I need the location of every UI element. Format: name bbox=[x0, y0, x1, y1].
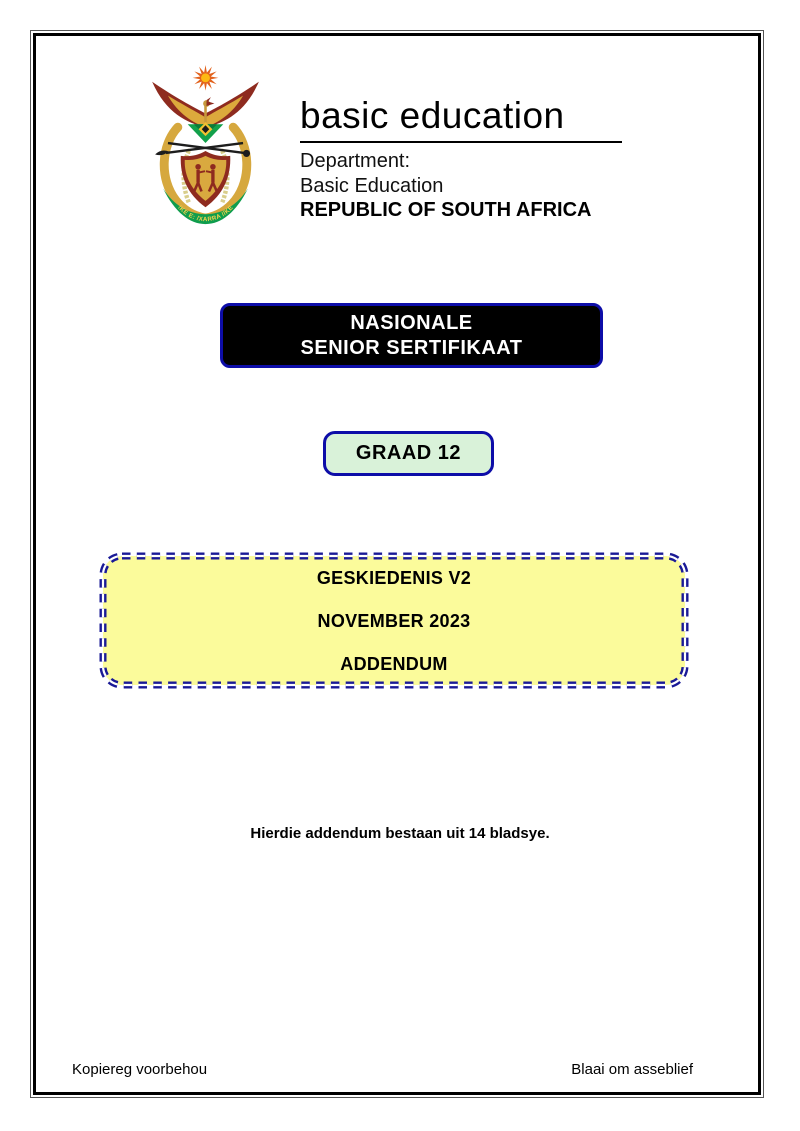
grade-banner: GRAAD 12 bbox=[323, 431, 494, 476]
page-count-note: Hierdie addendum bestaan uit 14 bladsye. bbox=[250, 825, 550, 842]
paper-type: ADDENDUM bbox=[340, 654, 448, 674]
exam-session: NOVEMBER 2023 bbox=[317, 611, 471, 631]
logo-motto-text: !KE E: /XARRA //KE bbox=[176, 204, 235, 224]
brand-underline bbox=[300, 141, 622, 143]
brand-wordmark: basic education bbox=[300, 95, 565, 136]
nsc-banner-line2: SENIOR SERTIFIKAAT bbox=[300, 336, 523, 359]
dept-label: Department: bbox=[300, 150, 411, 172]
subject-title: GESKIEDENIS V2 bbox=[316, 568, 472, 588]
footer-copyright: Kopiereg voorbehou bbox=[72, 1061, 208, 1078]
footer-turn-over: Blaai om asseblief bbox=[571, 1061, 693, 1078]
country-name: REPUBLIC OF SOUTH AFRICA bbox=[300, 199, 592, 221]
subject-box bbox=[98, 551, 690, 690]
dept-name: Basic Education bbox=[300, 174, 444, 197]
sun-icon bbox=[193, 65, 219, 91]
shield-icon bbox=[181, 151, 231, 207]
nsc-banner bbox=[220, 303, 603, 368]
dbe-header bbox=[300, 94, 640, 223]
nsc-banner-line1: NASIONALE bbox=[350, 311, 473, 334]
coat-of-arms-logo bbox=[147, 64, 264, 230]
